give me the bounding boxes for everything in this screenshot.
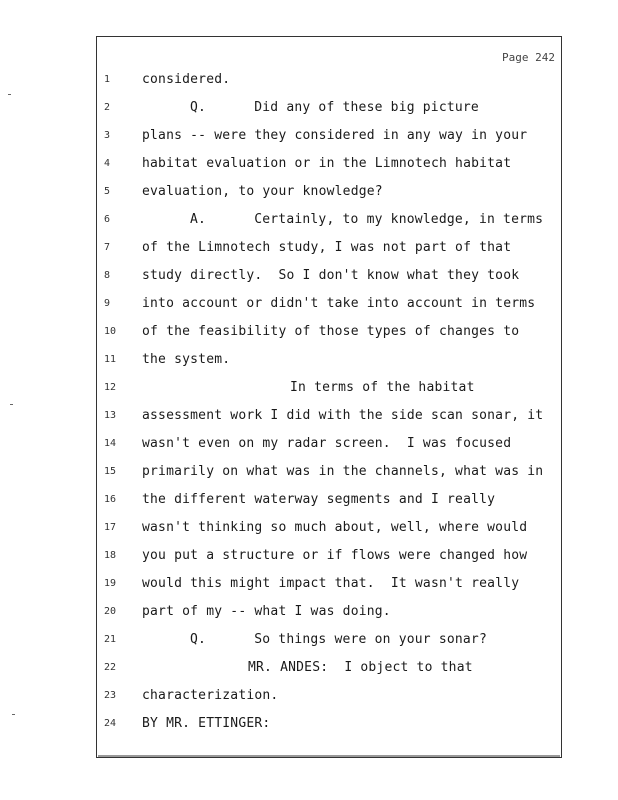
line-number: 18 [104,550,117,561]
transcript-line: the system. [142,352,231,367]
transcript-line: MR. ANDES: I object to that [248,660,473,675]
line-number: 9 [104,298,111,309]
line-number: 8 [104,270,111,281]
transcript-line: into account or didn't take into account in terms [142,296,536,311]
line-number: 14 [104,438,117,449]
line-number: 3 [104,130,111,141]
line-number: 16 [104,494,117,505]
line-number: 22 [104,662,117,673]
transcript-line: primarily on what was in the channels, what was in [142,464,544,479]
line-number: 7 [104,242,111,253]
line-number: 17 [104,522,117,533]
scan-mark [12,714,15,715]
line-number: 5 [104,186,111,197]
transcript-line: of the feasibility of those types of changes to [142,324,520,339]
transcript-line: considered. [142,72,231,87]
line-number: 21 [104,634,117,645]
transcript-line: you put a structure or if flows were changed how [142,548,528,563]
bottom-rule [98,755,560,757]
line-number: 4 [104,158,111,169]
page-number: Page 242 [502,51,555,64]
line-number: 2 [104,102,111,113]
line-number: 24 [104,718,117,729]
transcript-line: wasn't thinking so much about, well, where would [142,520,528,535]
transcript-line: A. Certainly, to my knowledge, in terms [190,212,544,227]
transcript-line: the different waterway segments and I really [142,492,496,507]
transcript-line: study directly. So I don't know what they took [142,268,520,283]
line-number: 10 [104,326,117,337]
transcript-line: would this might impact that. It wasn't really [142,576,520,591]
transcript-line: of the Limnotech study, I was not part of that [142,240,512,255]
line-number: 13 [104,410,117,421]
transcript-line: BY MR. ETTINGER: [142,716,271,731]
scan-mark [8,94,11,95]
scan-mark [10,404,13,405]
transcript-line: evaluation, to your knowledge? [142,184,383,199]
line-number: 19 [104,578,117,589]
transcript-line: Q. So things were on your sonar? [190,632,487,647]
transcript-line: In terms of the habitat [290,380,475,395]
line-number: 6 [104,214,111,225]
line-number: 23 [104,690,117,701]
transcript-line: assessment work I did with the side scan sonar, it [142,408,544,423]
transcript-line: wasn't even on my radar screen. I was focused [142,436,512,451]
line-number: 20 [104,606,117,617]
transcript-line: Q. Did any of these big picture [190,100,479,115]
transcript-line: habitat evaluation or in the Limnotech habitat [142,156,512,171]
line-number: 15 [104,466,117,477]
line-number: 1 [104,74,111,85]
transcript-line: plans -- were they considered in any way in your [142,128,528,143]
transcript-line: part of my -- what I was doing. [142,604,391,619]
transcript-page [96,36,562,758]
transcript-line: characterization. [142,688,279,703]
line-number: 11 [104,354,117,365]
line-number: 12 [104,382,117,393]
